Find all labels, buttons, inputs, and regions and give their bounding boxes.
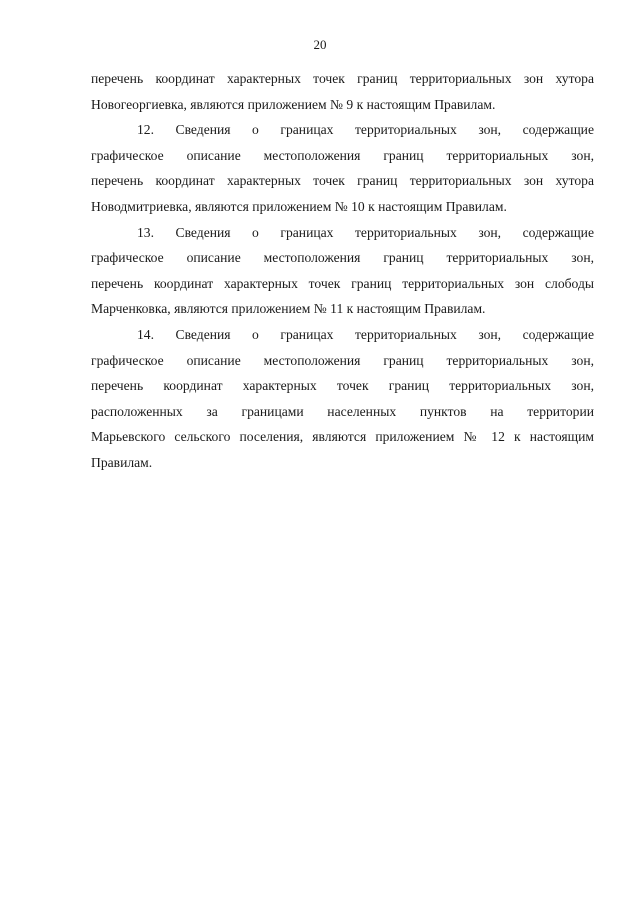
document-body <box>91 66 594 476</box>
paragraph-line: расположенных за границами населенных пунктов на территории <box>91 403 594 419</box>
paragraph-line: 13. Сведения о границах территориальных зон, содержащие <box>137 224 594 240</box>
paragraph-line: графическое описание местоположения границ территориальных зон, <box>91 250 594 266</box>
paragraph-line: Новодмитриевка, являются приложением № 10 к настоящим Правилам. <box>91 198 507 214</box>
paragraph-line: перечень координат характерных точек границ территориальных зон хутора <box>91 173 594 189</box>
paragraph-line: Новогеоргиевка, являются приложением № 9 к настоящим Правилам. <box>91 96 496 112</box>
paragraph-line: графическое описание местоположения границ территориальных зон, <box>91 352 594 368</box>
paragraph-line: перечень координат характерных точек границ территориальных зон хутора <box>91 71 594 86</box>
paragraph-line: Правилам. <box>91 454 153 470</box>
paragraph-line: графическое описание местоположения границ территориальных зон, <box>91 147 594 163</box>
paragraph-line: Марченковка, являются приложением № 11 к настоящим Правилам. <box>91 301 486 317</box>
paragraph-line: Марьевского сельского поселения, являются приложением № 12 к настоящим <box>91 429 594 445</box>
paragraph-line: перечень координат характерных точек границ территориальных зон слободы <box>91 275 594 291</box>
paragraph-line: 12. Сведения о границах территориальных зон, содержащие <box>137 122 594 138</box>
page-number: 20 <box>313 37 327 52</box>
paragraph-line: перечень координат характерных точек границ территориальных зон, <box>91 378 594 394</box>
paragraph-line: 14. Сведения о границах территориальных зон, содержащие <box>137 326 594 342</box>
